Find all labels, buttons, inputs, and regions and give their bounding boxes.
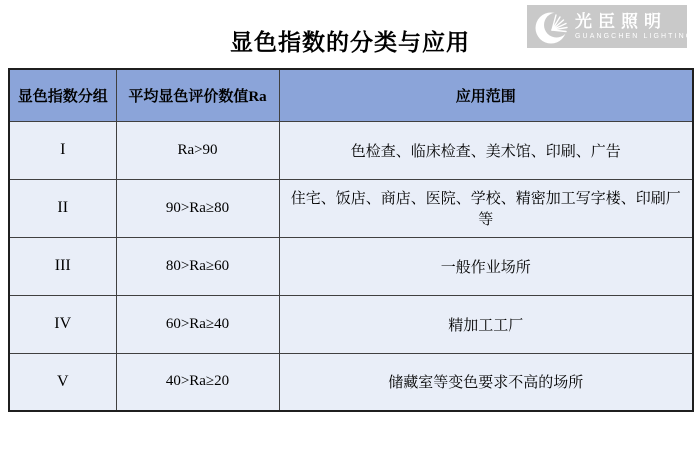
table-row	[9, 295, 693, 353]
group-cell: III	[9, 237, 116, 295]
application-cell: 住宅、饭店、商店、医院、学校、精密加工写字楼、印刷厂等	[279, 179, 693, 237]
application-cell: 一般作业场所	[279, 237, 693, 295]
brand-logo	[527, 5, 694, 48]
group-cell: V	[9, 353, 116, 411]
col-header-ra-value: 平均显色评价数值Ra	[116, 69, 279, 121]
application-cell: 储藏室等变色要求不高的场所	[279, 353, 693, 411]
table-header-row	[9, 69, 693, 121]
cri-table	[8, 68, 694, 412]
ra-range-cell: 90>Ra≥80	[116, 179, 279, 237]
table-row	[9, 353, 693, 411]
col-header-application: 应用范围	[279, 69, 693, 121]
brand-name-cn: 光臣照明	[575, 12, 667, 31]
group-cell: I	[9, 121, 116, 179]
table-row	[9, 121, 693, 179]
ra-range-cell: 80>Ra≥60	[116, 237, 279, 295]
table-row	[9, 237, 693, 295]
group-cell: II	[9, 179, 116, 237]
application-cell: 色检查、临床检查、美术馆、印刷、广告	[279, 121, 693, 179]
table-row	[9, 179, 693, 237]
page-title: 显色指数的分类与应用	[230, 30, 470, 55]
light-rays-icon	[533, 7, 573, 47]
brand-name-en: GUANGCHEN LIGHTING	[575, 33, 694, 40]
application-cell: 精加工工厂	[279, 295, 693, 353]
ra-range-cell: 60>Ra≥40	[116, 295, 279, 353]
brand-text	[575, 13, 693, 40]
col-header-group: 显色指数分组	[9, 69, 116, 121]
ra-range-cell: Ra>90	[116, 121, 279, 179]
group-cell: IV	[9, 295, 116, 353]
ra-range-cell: 40>Ra≥20	[116, 353, 279, 411]
